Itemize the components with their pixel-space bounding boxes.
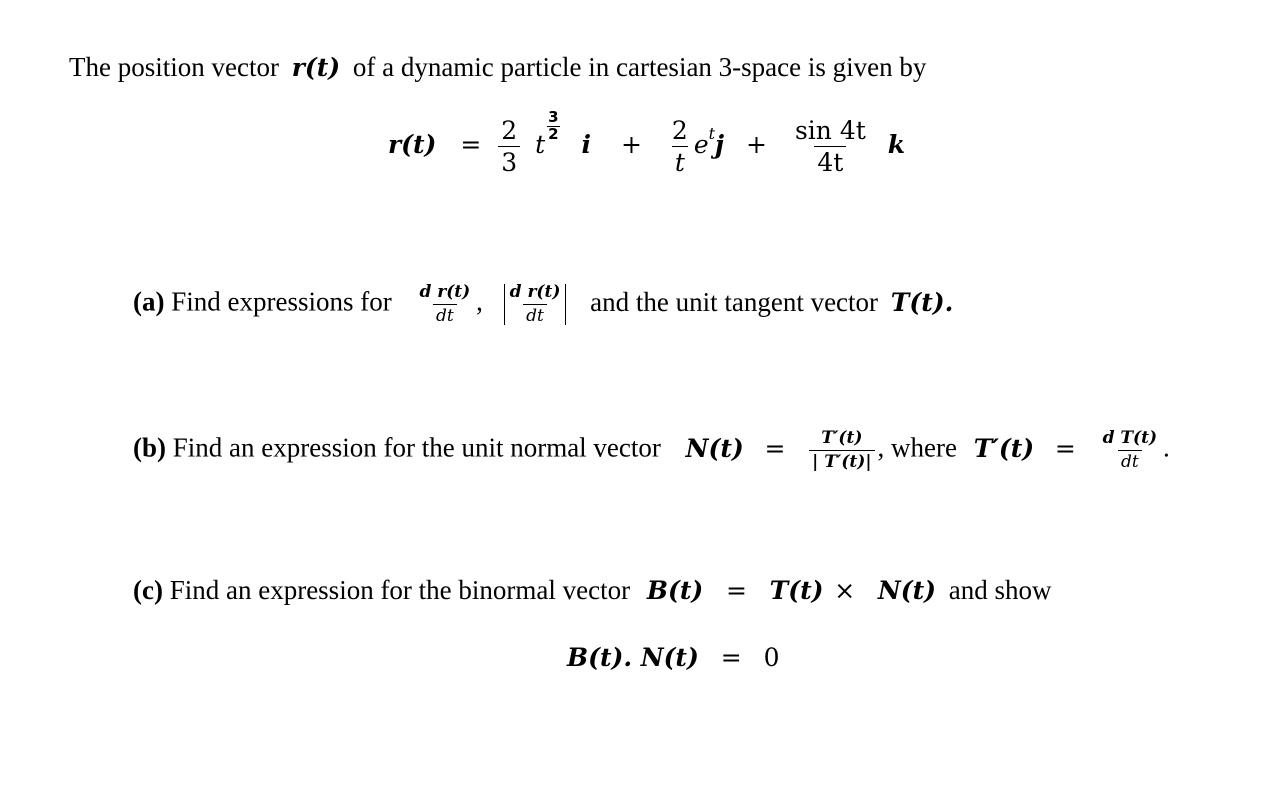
part-a-derivative-magnitude: $\frac{\text{d r(t)}}{dt}$ bbox=[504, 284, 567, 325]
part-b-label: (b) bbox=[133, 432, 166, 463]
binormal-vector: B(t) bbox=[646, 576, 704, 605]
position-vector-symbol: r(t) bbox=[291, 53, 341, 82]
part-b bbox=[133, 430, 1170, 471]
term2-coefficient: $\frac{2}{t}$ bbox=[671, 116, 688, 177]
part-c-label: (c) bbox=[133, 575, 163, 605]
unit-vector-k: k bbox=[887, 130, 906, 159]
part-a-derivative: $\frac{\text{d r(t)}}{dt}$ bbox=[419, 282, 471, 326]
term2-exponential: e bbox=[693, 130, 709, 159]
unit-normal-vector: N(t) bbox=[685, 433, 744, 463]
dot-product-result: 0 bbox=[763, 643, 780, 672]
term2-exponent: t bbox=[708, 124, 716, 143]
unit-vector-j: j bbox=[715, 130, 725, 159]
dot-product-equals: = bbox=[720, 643, 742, 672]
part-c-text: Find an expression for the binormal vector bbox=[169, 575, 631, 605]
part-c-tangent: T(t) bbox=[769, 576, 824, 605]
cross-product-sign: × bbox=[834, 576, 856, 605]
intro-text-after: of a dynamic particle in cartesian 3-space is given by bbox=[352, 52, 927, 82]
equals-sign: = bbox=[460, 130, 482, 159]
part-a-comma: , bbox=[476, 286, 483, 317]
intro-line bbox=[69, 54, 926, 81]
part-a-text-after: and the unit tangent vector bbox=[590, 286, 879, 317]
term1-coefficient: $\frac{2}{3}$ bbox=[498, 118, 520, 175]
term1-variable: t bbox=[535, 130, 546, 159]
t-prime-symbol: T′(t) bbox=[973, 433, 1035, 463]
part-a-text: Find expressions for bbox=[171, 286, 392, 317]
part-b-where: , where bbox=[877, 432, 957, 463]
unit-tangent-vector: T(t). bbox=[890, 287, 954, 317]
intro-text-before: The position vector bbox=[69, 52, 279, 82]
part-a bbox=[133, 284, 953, 325]
part-b-equals: = bbox=[764, 433, 786, 463]
plus-sign-1: + bbox=[621, 130, 642, 159]
dot-product-lhs: B(t). N(t) bbox=[567, 643, 699, 672]
part-c bbox=[133, 577, 1051, 604]
part-b-derivative: $\frac{\text{d T(t)}}{dt}$ bbox=[1102, 428, 1157, 472]
part-b-equals-2: = bbox=[1054, 433, 1076, 463]
position-vector-equation bbox=[388, 108, 906, 177]
part-c-text-after: and show bbox=[948, 575, 1052, 605]
part-b-period: . bbox=[1163, 432, 1170, 463]
unit-vector-i: i bbox=[581, 130, 592, 159]
plus-sign-2: + bbox=[746, 130, 767, 159]
part-c-equals: = bbox=[725, 576, 747, 605]
dot-product-equation bbox=[567, 645, 780, 670]
term3-fraction: $\frac{\sin 4t}{4t}$ bbox=[794, 116, 866, 177]
term1-exponent: $\frac{3}{2}$ bbox=[548, 108, 559, 143]
equation-lhs: r(t) bbox=[388, 130, 437, 159]
part-c-normal: N(t) bbox=[877, 576, 936, 605]
part-b-fraction: $\frac{T'(t)}{| T'(t)|}$ bbox=[809, 430, 874, 471]
part-b-text: Find an expression for the unit normal vector bbox=[172, 432, 661, 463]
part-a-label: (a) bbox=[133, 286, 165, 317]
